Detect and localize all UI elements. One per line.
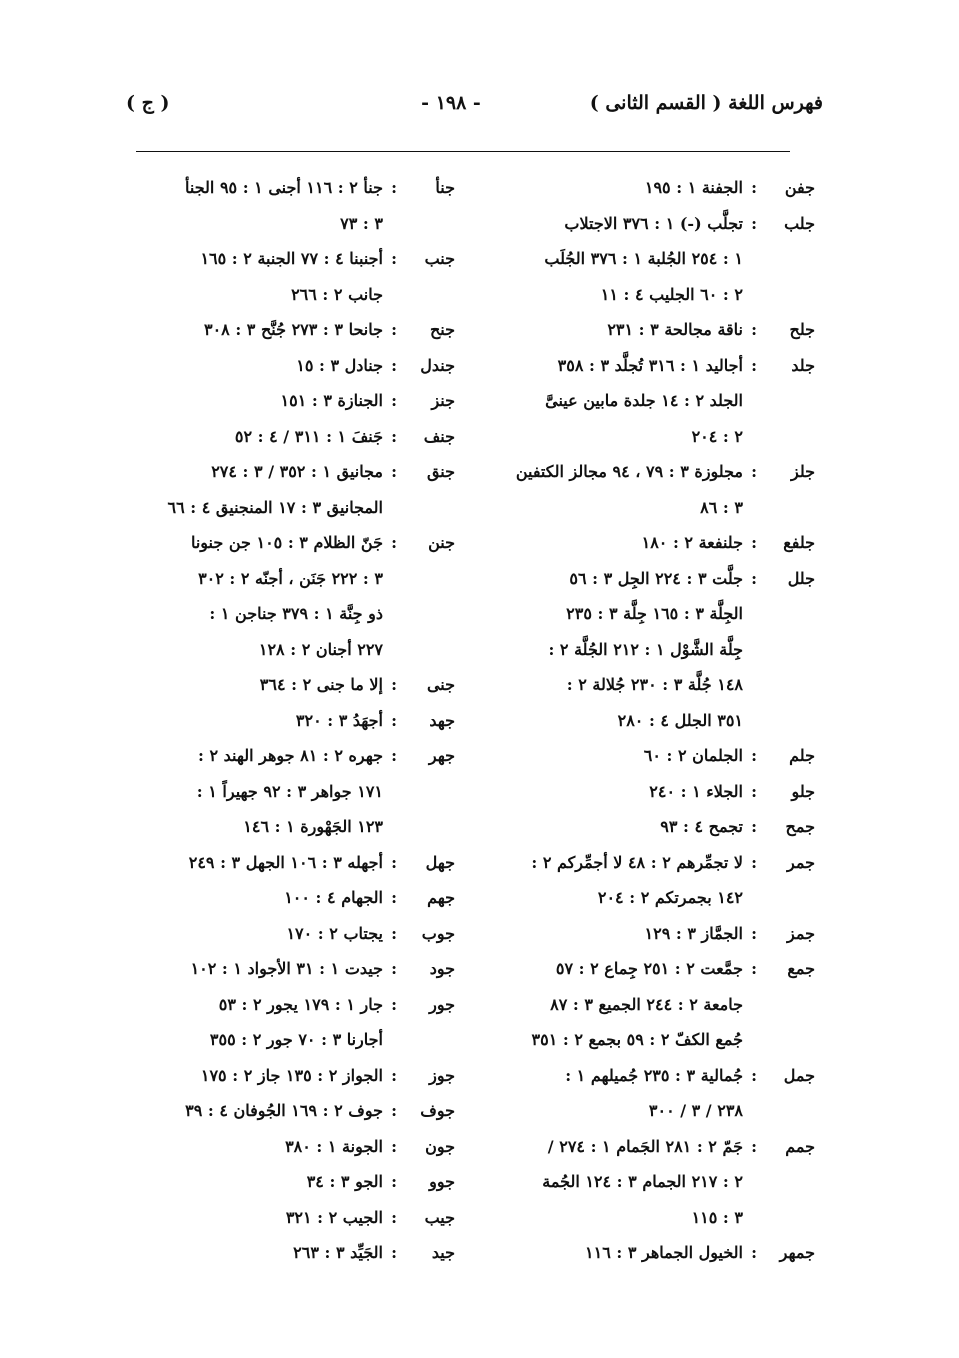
entry-text: مجلوزة ٣ : ٧٩ ، ٩٤ مجالز الكتفين bbox=[515, 462, 743, 481]
entry-root: جلو bbox=[791, 781, 815, 801]
entry-root: جنق bbox=[426, 462, 455, 481]
entry-colon: : bbox=[391, 959, 397, 978]
index-entry-line bbox=[489, 632, 789, 668]
entry-root: جهد bbox=[429, 710, 455, 730]
entry-root: جلز bbox=[790, 462, 815, 481]
entry-root: جلل bbox=[787, 568, 815, 588]
entry-colon: : bbox=[391, 746, 397, 765]
index-entry-line bbox=[129, 454, 455, 490]
index-entry-line bbox=[489, 703, 789, 739]
index-entry-line bbox=[129, 774, 429, 810]
index-entry-line bbox=[489, 951, 815, 987]
index-entry-line bbox=[489, 525, 815, 561]
entry-text: ٢ : ٢١٧ الجمام ٣ : ١٢٤ الجُمة bbox=[542, 1172, 743, 1191]
entry-text: الجِلَّة ٣ : ١٦٥ جِلَّة ٣ : ٢٣٥ bbox=[566, 604, 743, 623]
index-entry-line bbox=[129, 206, 429, 242]
entry-text: إلا ما جنى ٢ : ٣٦٤ bbox=[259, 675, 383, 694]
entry-text: الجنازة ٣ : ١٥١ bbox=[280, 391, 383, 410]
entry-colon: : bbox=[391, 710, 397, 730]
entry-root: جوو bbox=[429, 1172, 455, 1191]
entry-colon: : bbox=[751, 852, 757, 872]
entry-colon: : bbox=[391, 533, 397, 552]
entry-root: جفن bbox=[784, 178, 815, 197]
index-entry-line bbox=[129, 561, 429, 597]
index-entry-line bbox=[489, 738, 815, 774]
entry-root: جلم bbox=[789, 746, 815, 765]
entry-text: ١٤٢ بجمرتكم ٢ : ٢٠٤ bbox=[597, 888, 743, 907]
entry-text: ٣ : ٨٦ bbox=[700, 497, 743, 517]
entry-root: جهم bbox=[427, 888, 455, 907]
entry-text: أجاليد ١ : ٣١٦ تُجلَّد ٣ : ٣٥٨ bbox=[557, 355, 743, 375]
index-entry-line bbox=[129, 703, 455, 739]
entry-root: جمهر bbox=[779, 1243, 815, 1262]
entry-text: جُمع الكفّ ٢ : ٥٩ بجمع ٢ : ٣٥١ bbox=[531, 1030, 743, 1049]
entry-text: جار ١ : ١٧٩ يجور ٢ : ٥٣ bbox=[218, 994, 383, 1014]
entry-root: جهل bbox=[425, 852, 455, 872]
index-entry-line bbox=[489, 809, 815, 845]
entry-colon: : bbox=[391, 1101, 397, 1120]
index-entry-line bbox=[489, 1022, 789, 1058]
entry-colon: : bbox=[391, 426, 397, 446]
entry-colon: : bbox=[751, 355, 757, 375]
index-entry-line bbox=[489, 880, 789, 916]
entry-colon: : bbox=[751, 817, 757, 836]
entry-root: جنح bbox=[429, 320, 455, 339]
index-entry-line bbox=[489, 667, 789, 703]
entry-text: جانب ٢ : ٢٦٦ bbox=[291, 284, 383, 304]
entry-root: جوب bbox=[421, 923, 455, 943]
entry-text: الجهام ٤ : ١٠٠ bbox=[284, 888, 383, 907]
entry-root: جلب bbox=[784, 213, 815, 233]
entry-text: جِلَّة الشَّوْل ١ : ٢١٢ الجُلَّة ٢ : bbox=[548, 639, 743, 659]
entry-colon: : bbox=[391, 1243, 397, 1262]
entry-root: جيد bbox=[431, 1243, 455, 1262]
entry-text: ٢ : ٦٠ الجليب ٤ : ١١ bbox=[600, 284, 743, 304]
entry-root: جون bbox=[425, 1136, 455, 1156]
entry-root: جلفع bbox=[783, 533, 815, 552]
entry-text: أجهله ٣ : ١٠٦ الجهل ٣ : ٢٤٩ bbox=[188, 852, 383, 872]
entry-text: الجونة ١ : ٣٨٠ bbox=[285, 1136, 383, 1156]
entry-colon: : bbox=[391, 249, 397, 268]
entry-text: جنأ ٢ : ١١٦ أجنى ١ : ٩٥ الجنأ bbox=[185, 178, 383, 197]
index-entry-line bbox=[129, 170, 455, 206]
entry-root: جنز bbox=[431, 391, 455, 410]
index-entry-line bbox=[489, 774, 815, 810]
entry-colon: : bbox=[751, 568, 757, 588]
entry-text: ٣ : ١١٥ bbox=[691, 1207, 743, 1227]
entry-text: الخيول الجماهر ٣ : ١١٦ bbox=[585, 1243, 743, 1262]
entry-root: جمل bbox=[783, 1065, 815, 1085]
entry-root: جمح bbox=[785, 817, 815, 836]
index-entry-line bbox=[129, 632, 429, 668]
entry-colon: : bbox=[391, 852, 397, 872]
entry-colon: : bbox=[391, 1207, 397, 1227]
index-entry-line bbox=[489, 383, 789, 419]
index-entry-line bbox=[129, 845, 455, 881]
index-entry-line bbox=[489, 490, 789, 526]
index-entry-line bbox=[489, 1093, 789, 1129]
entry-root: جندل bbox=[420, 355, 455, 375]
index-entry-line bbox=[129, 596, 429, 632]
entry-root: جلح bbox=[789, 320, 815, 339]
index-entry-line bbox=[129, 348, 455, 384]
index-entry-line bbox=[129, 1022, 429, 1058]
index-entry-line bbox=[129, 1093, 455, 1129]
entry-text: أجارنا ٣ : ٧٠ جور ٢ : ٣٥٥ bbox=[209, 1030, 383, 1049]
entry-text: ناقة مجالحة ٣ : ٢٣١ bbox=[607, 320, 743, 339]
entry-text: الجو ٣ : ٣٤ bbox=[306, 1172, 383, 1191]
entry-text: الجلمان ٢ : ٦٠ bbox=[643, 746, 743, 765]
index-column-right bbox=[489, 170, 815, 1271]
entry-text: جُمالية ٣ : ٢٣٥ جُميلهم ١ : bbox=[565, 1065, 743, 1085]
index-entry-line bbox=[489, 170, 815, 206]
index-entry-line bbox=[129, 525, 455, 561]
entry-colon: : bbox=[391, 923, 397, 943]
entry-text: ١ : ٢٥٤ الجُلبة ١ : ٣٧٦ الجُلَب bbox=[544, 249, 743, 268]
entry-text: الجَيِّد ٣ : ٢٦٣ bbox=[293, 1243, 383, 1262]
entry-text: جهره ٢ : ٨١ جوهر الهند ٢ : bbox=[197, 746, 383, 765]
index-entry-line bbox=[489, 1235, 815, 1271]
entry-root: جهر bbox=[428, 746, 455, 765]
entry-colon: : bbox=[391, 178, 397, 197]
entry-text: الجلد ٢ : ١٤ جلدة مابين عينىَّ bbox=[545, 391, 743, 410]
entry-text: جيدت ١ : ٣١ الأجواد ١ : ١٠٢ bbox=[190, 959, 383, 978]
entry-text: جانحا ٣ : ٢٧٣ جُنَّح ٣ : ٣٠٨ bbox=[203, 320, 383, 339]
entry-colon: : bbox=[391, 355, 397, 375]
index-entry-line bbox=[489, 1164, 789, 1200]
entry-root: جنف bbox=[423, 426, 455, 446]
entry-text: أجنبنا ٤ : ٧٧ الجنبة ٢ : ١٦٥ bbox=[200, 249, 383, 268]
entry-text: تجلَّب (-) ١ : ٣٧٦ الاجتلاب bbox=[564, 213, 743, 233]
entry-colon: : bbox=[391, 320, 397, 339]
index-entry-line bbox=[489, 312, 815, 348]
entry-text: جلنفعة ٢ : ١٨٠ bbox=[641, 533, 743, 552]
index-entry-line bbox=[489, 454, 815, 490]
entry-root: جوز bbox=[429, 1065, 455, 1085]
entry-text: الجلاء ١ : ٢٤٠ bbox=[649, 781, 743, 801]
entry-text: ٢٣٨ / ٣ / ٣٠٠ bbox=[648, 1101, 743, 1120]
entry-colon: : bbox=[751, 178, 757, 197]
entry-root: جنب bbox=[424, 249, 455, 268]
entry-colon: : bbox=[751, 746, 757, 765]
index-entry-line bbox=[129, 490, 429, 526]
entry-text: جنادل ٣ : ١٥ bbox=[296, 355, 383, 375]
index-entry-line bbox=[129, 880, 455, 916]
index-entry-line bbox=[129, 1058, 455, 1094]
entry-root: جنن bbox=[428, 533, 455, 552]
entry-colon: : bbox=[391, 994, 397, 1014]
header-rule bbox=[136, 151, 790, 152]
index-entry-line bbox=[129, 419, 455, 455]
entry-colon: : bbox=[751, 320, 757, 339]
entry-text: الجواز ٢ : ١٣٥ جاز ٢ : ١٧٥ bbox=[200, 1065, 383, 1085]
entry-text: تجمح ٤ : ٩٣ bbox=[660, 817, 743, 836]
index-entry-line bbox=[129, 1164, 455, 1200]
index-entry-line bbox=[489, 419, 789, 455]
entry-root: جيب bbox=[424, 1207, 455, 1227]
index-entry-line bbox=[129, 738, 455, 774]
index-entry-line bbox=[489, 987, 789, 1023]
entry-text: المجانيق ٣ : ١٧ المنجنيق ٤ : ٦٦ bbox=[167, 497, 383, 517]
index-entry-line bbox=[129, 1235, 455, 1271]
entry-colon: : bbox=[751, 1243, 757, 1262]
entry-root: جمر bbox=[787, 852, 815, 872]
entry-root: جمز bbox=[787, 923, 815, 943]
entry-colon: : bbox=[391, 1136, 397, 1156]
page-number: - ١٩٨ - bbox=[421, 92, 481, 114]
entry-text: جمَّعت ٢ : ٢٥١ جِماع ٢ : ٥٧ bbox=[555, 959, 743, 978]
entry-text: ٣٥١ الجلل ٤ : ٢٨٠ bbox=[617, 710, 743, 730]
entry-text: جوف ٢ : ١٦٩ الجُوفان ٤ : ٣٩ bbox=[185, 1101, 383, 1120]
entry-colon: : bbox=[391, 462, 397, 481]
index-entry-line bbox=[129, 1129, 455, 1165]
entry-colon: : bbox=[751, 1065, 757, 1085]
index-entry-line bbox=[489, 845, 815, 881]
entry-text: ٢٢٧ أجنان ٢ : ١٢٨ bbox=[258, 639, 383, 659]
index-column-left bbox=[129, 170, 455, 1271]
index-entry-line bbox=[129, 809, 429, 845]
entry-colon: : bbox=[751, 1136, 757, 1156]
entry-text: الجيب ٢ : ٣٢١ bbox=[285, 1207, 383, 1227]
entry-root: جور bbox=[429, 994, 455, 1014]
entry-text: مجانيق ١ : ٣٥٢ / ٣ : ٢٧٤ bbox=[211, 462, 383, 481]
running-title: فهرس اللغة ( القسم الثانى ) bbox=[589, 92, 823, 114]
entry-colon: : bbox=[751, 213, 757, 233]
index-entry-line bbox=[129, 241, 455, 277]
index-entry-line bbox=[129, 987, 455, 1023]
entry-colon: : bbox=[751, 959, 757, 978]
entry-colon: : bbox=[751, 462, 757, 481]
index-entry-line bbox=[489, 241, 789, 277]
entry-root: جنى bbox=[426, 675, 455, 694]
entry-text: جَنفَ ١ : ٣١١ / ٤ : ٥٢ bbox=[234, 426, 383, 446]
index-entry-line bbox=[129, 667, 455, 703]
index-entry-line bbox=[489, 561, 815, 597]
index-entry-line bbox=[129, 951, 455, 987]
index-entry-line bbox=[489, 596, 789, 632]
index-entry-line bbox=[489, 206, 815, 242]
index-entry-line bbox=[489, 1200, 789, 1236]
entry-root: جلد bbox=[791, 355, 815, 375]
index-entry-line bbox=[129, 312, 455, 348]
index-entry-line bbox=[129, 916, 455, 952]
index-entry-line bbox=[489, 1129, 815, 1165]
entry-text: ذو جِنَّة ١ : ٣٧٩ جناجن ١ : bbox=[209, 604, 383, 623]
index-entry-line bbox=[489, 277, 789, 313]
entry-text: لا تجمِّرهم ٢ : ٤٨ لا أجمِّركم ٢ : bbox=[531, 852, 743, 872]
entry-colon: : bbox=[391, 675, 397, 694]
entry-root: جود bbox=[429, 959, 455, 978]
entry-text: ١٧١ جواهر ٣ : ٩٢ جهيراً ١ : bbox=[196, 781, 383, 801]
entry-text: يجتاب ٢ : ١٧٠ bbox=[286, 923, 383, 943]
entry-text: الجمَّاز ٣ : ١٢٩ bbox=[644, 923, 743, 943]
index-entry-line bbox=[489, 1058, 815, 1094]
entry-colon: : bbox=[391, 391, 397, 410]
entry-text: ٣ : ٢٢٢ جَنَن ، أجنّه ٢ : ٣٠٢ bbox=[198, 568, 383, 588]
entry-colon: : bbox=[751, 533, 757, 552]
entry-text: جامعة ٢ : ٢٤٤ الجميع ٣ : ٨٧ bbox=[550, 994, 743, 1014]
section-letter: ( ج ) bbox=[126, 92, 170, 114]
index-entry-line bbox=[129, 277, 429, 313]
index-entry-line bbox=[489, 348, 815, 384]
entry-text: ٣ : ٧٣ bbox=[340, 213, 383, 233]
index-entry-line bbox=[129, 1200, 455, 1236]
entry-text: ١٤٨ جُلَّة ٣ : ٢٣٠ جُلالة ٢ : bbox=[566, 675, 743, 694]
entry-colon: : bbox=[391, 1172, 397, 1191]
entry-text: أجهَدُ ٣ : ٣٢٠ bbox=[295, 710, 383, 730]
entry-text: الجفنة ١ : ١٩٥ bbox=[644, 178, 743, 197]
entry-root: جوف bbox=[420, 1101, 455, 1120]
entry-text: جلَّت ٣ : ٢٢٤ الجِل ٣ : ٥٦ bbox=[569, 568, 743, 588]
entry-text: جَنّ الظلام ٣ : ١٠٥ جن جنونا bbox=[190, 533, 383, 552]
entry-root: جمع bbox=[787, 959, 815, 978]
index-entry-line bbox=[129, 383, 455, 419]
entry-root: جمم bbox=[785, 1136, 815, 1156]
entry-text: جَمّ ٢ : ٢٨١ الجَمام ١ : ٢٧٤ / bbox=[547, 1136, 743, 1156]
entry-colon: : bbox=[751, 923, 757, 943]
entry-colon: : bbox=[391, 1065, 397, 1085]
entry-colon: : bbox=[751, 781, 757, 801]
entry-root: جنأ bbox=[435, 178, 455, 197]
entry-colon: : bbox=[391, 888, 397, 907]
entry-text: ١٢٣ الجَهْورة ١ : ١٤٦ bbox=[243, 817, 383, 836]
index-entry-line bbox=[489, 916, 815, 952]
entry-text: ٢ : ٢٠٤ bbox=[691, 426, 743, 446]
